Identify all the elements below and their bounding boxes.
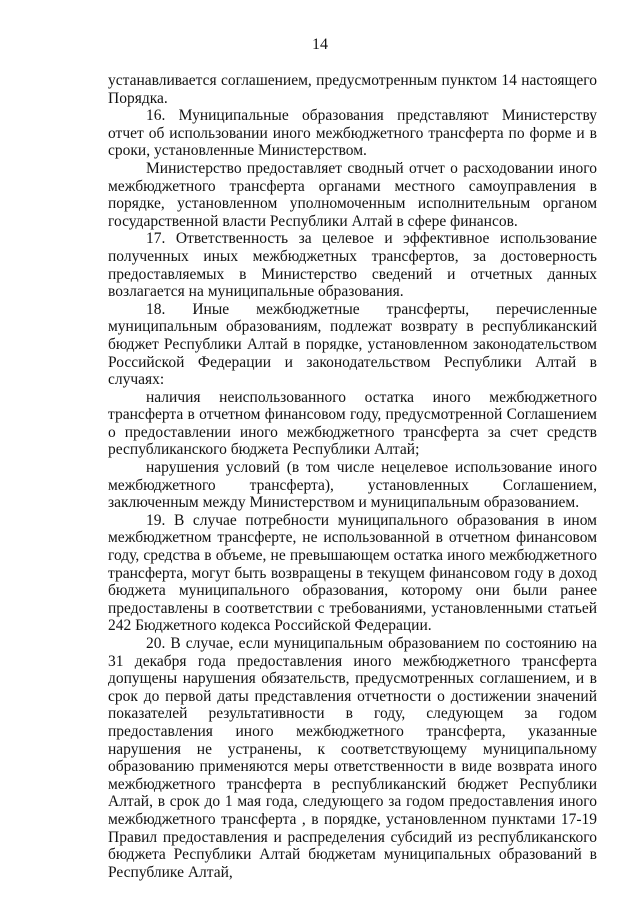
paragraph-20: 20. В случае, если муниципальным образованием по состоянию на 31 декабря года предоставления иного межбюджетного трансферта допущены нарушения обязательств, предусмотренных соглашением, и в срок до первой даты представления отчетности о достижении значений показателей результативности в году, следующем за годом предоставления иного межбюджетного трансферта, указанные нарушения не устранены, к соответствующему муниципальному образованию применяются меры ответственности в виде возврата иного межбюджетного трансферта в республиканский бюджет Республики Алтай, в срок до 1 мая года, следующего за годом предоставления иного межбюджетного трансферта , в порядке, установленном пунктами 17-19 Правил предоставления и распределения субсидий из республиканского бюджета Республики Алтай бюджетам муниципальных образований в Республике Алтай, xyxy=(108,635,597,881)
paragraph-case-violation: нарушения условий (в том числе нецелевое использование иного межбюджетного трансферта), установленных Соглашением, заключенным между Министерством и муниципальным образованием. xyxy=(108,459,597,512)
paragraph-continuation: устанавливается соглашением, предусмотренным пунктом 14 настоящего Порядка. xyxy=(108,72,597,107)
page-number: 14 xyxy=(312,36,328,53)
paragraph-case-unused-balance: наличия неиспользованного остатка иного межбюджетного трансферта в отчетном финансовом году, предусмотренной Соглашением о предоставлении иного межбюджетного трансферта за счет средств республиканского бюджета Республики Алтай; xyxy=(108,388,597,459)
paragraph-16: 16. Муниципальные образования представляют Министерству отчет об использовании иного межбюджетного трансферта по форме и в сроки, установленные Министерством. xyxy=(108,107,597,160)
document-body xyxy=(108,72,597,881)
paragraph-18: 18. Иные межбюджетные трансферты, перечисленные муниципальным образованиям, подлежат возврату в республиканский бюджет Республики Алтай в порядке, установленном законодательством Российской Федерации и законодательством Республики Алтай в случаях: xyxy=(108,300,597,389)
paragraph-ministry-report: Министерство предоставляет сводный отчет о расходовании иного межбюджетного трансферта органами местного самоуправления в порядке, установленном уполномоченным исполнительным органом государственной власти Республики Алтай в сфере финансов. xyxy=(108,159,597,230)
paragraph-19: 19. В случае потребности муниципального образования в ином межбюджетном трансферте, не использованной в отчетном финансовом году, средства в объеме, не превышающем остатка иного межбюджетного трансферта, могут быть возвращены в текущем финансовом году в доход бюджета муниципального образования, которому они были ранее предоставлены в соответствии с требованиями, установленными статьей 242 Бюджетного кодекса Российской Федерации. xyxy=(108,511,597,635)
paragraph-17: 17. Ответственность за целевое и эффективное использование полученных иных межбюджетных трансфертов, за достоверность предоставляемых в Министерство сведений и отчетных данных возлагается на муниципальные образования. xyxy=(108,230,597,301)
